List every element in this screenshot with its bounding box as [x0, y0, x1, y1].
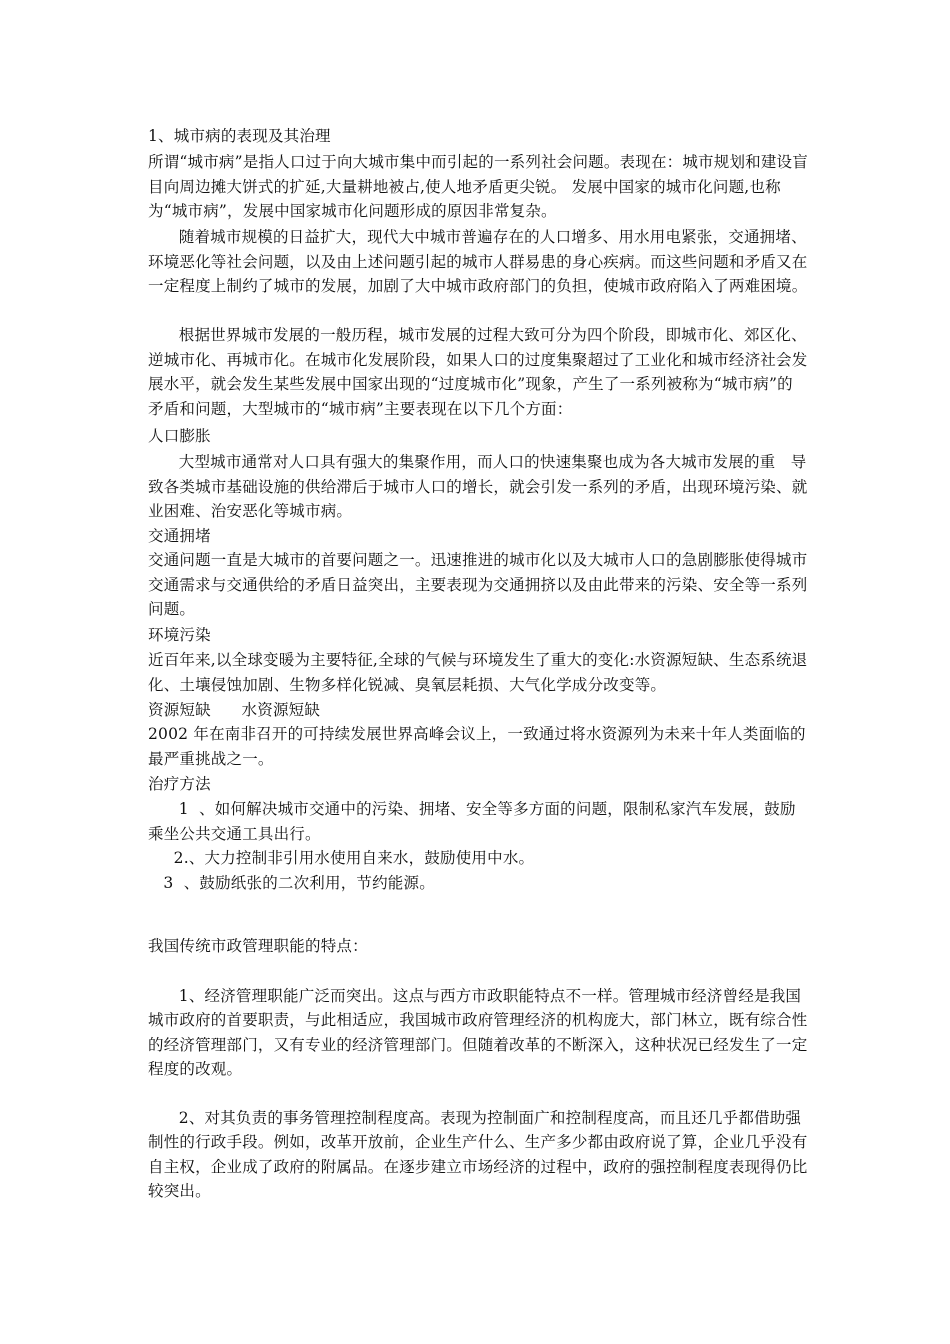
section2-paragraph-2: 2、对其负责的事务管理控制程度高。表现为控制面广和控制程度高，而且还几乎都借助强制性的行政手段。例如，改革开放前，企业生产什么、生产多少都由政府说了算，企业几乎没有自主权，企业成了政府的附属品。在逐步建立市场经济的过程中，政府的强控制程度表现得仍比较突出。 [148, 1109, 808, 1201]
section2-paragraph-1: 1、经济管理职能广泛而突出。这点与西方市政职能特点不一样。管理城市经济曾经是我国城市政府的首要职责，与此相适应，我国城市政府管理经济的机构庞大，部门林立，既有综合性的经济管理部门，又有专业的经济管理部门。但随着改革的不断深入，这种状况已经发生了一定程度的改观。 [148, 987, 808, 1079]
paragraph-stages: 根据世界城市发展的一般历程，城市发展的过程大致可分为四个阶段，即城市化、郊区化、逆城市化、再城市化。在城市化发展阶段，如果人口的过度集聚超过了工业化和城市经济社会发展水平，就会发生某些发展中国家出现的“过度城市化”现象，产生了一系列被称为“城市病”的矛盾和问题，大型城市的“城市病”主要表现在以下几个方面： [148, 326, 808, 418]
doc-title: 1、城市病的表现及其治理 [148, 127, 331, 145]
paragraph-problems: 随着城市规模的日益扩大，现代大中城市普遍存在的人口增多、用水用电紧张，交通拥堵、环境恶化等社会问题，以及由上述问题引起的城市人群易患的身心疾病。而这些问题和矛盾又在一定程度上制约了城市的发展，加剧了大中城市政府部门的负担，使城市政府陷入了两难困境。 [148, 228, 808, 296]
paragraph-environment: 近百年来,以全球变暖为主要特征,全球的气候与环境发生了重大的变化:水资源短缺、生态系统退化、土壤侵蚀加剧、生物多样化锐减、臭氧层耗损、大气化学成分改变等。 [148, 651, 808, 694]
paragraph-population: 大型城市通常对人口具有强大的集聚作用，而人口的快速集聚也成为各大城市发展的重 导致各类城市基础设施的供给滞后于城市人口的增长，就会引发一系列的矛盾，出现环境污染、就业困难、治安恶化等城市病。 [148, 453, 808, 521]
heading-traffic: 交通拥堵 [148, 527, 211, 545]
paragraph-traffic: 交通问题一直是大城市的首要问题之一。迅速推进的城市化以及大城市人口的急剧膨胀使得城市交通需求与交通供给的矛盾日益突出，主要表现为交通拥挤以及由此带来的污染、安全等一系列问题。 [148, 551, 808, 619]
section2-title: 我国传统市政管理职能的特点： [148, 937, 368, 955]
treatment-item-3: 3 、鼓励纸张的二次利用，节约能源。 [148, 874, 435, 892]
paragraph-resource: 2002 年在南非召开的可持续发展世界高峰会议上，一致通过将水资源列为未来十年人类面临的最严重挑战之一。 [148, 725, 806, 768]
heading-environment: 环境污染 [148, 626, 211, 644]
heading-population: 人口膨胀 [148, 427, 211, 445]
heading-resource: 资源短缺 水资源短缺 [148, 701, 321, 719]
treatment-item-1: 1 、如何解决城市交通中的污染、拥堵、安全等多方面的问题，限制私家汽车发展，鼓励乘坐公共交通工具出行。 [148, 800, 796, 843]
paragraph-definition: 所谓“城市病”是指人口过于向大城市集中而引起的一系列社会问题。表现在：城市规划和建设盲目向周边摊大饼式的扩延,大量耕地被占,使人地矛盾更尖锐。 发展中国家的城市化问题,也称为“城市病”，发展中国家城市化问题形成的原因非常复杂。 [148, 153, 808, 221]
heading-treatment: 治疗方法 [148, 775, 211, 793]
treatment-item-2: 2.、大力控制非引用水使用自来水，鼓励使用中水。 [148, 849, 535, 867]
